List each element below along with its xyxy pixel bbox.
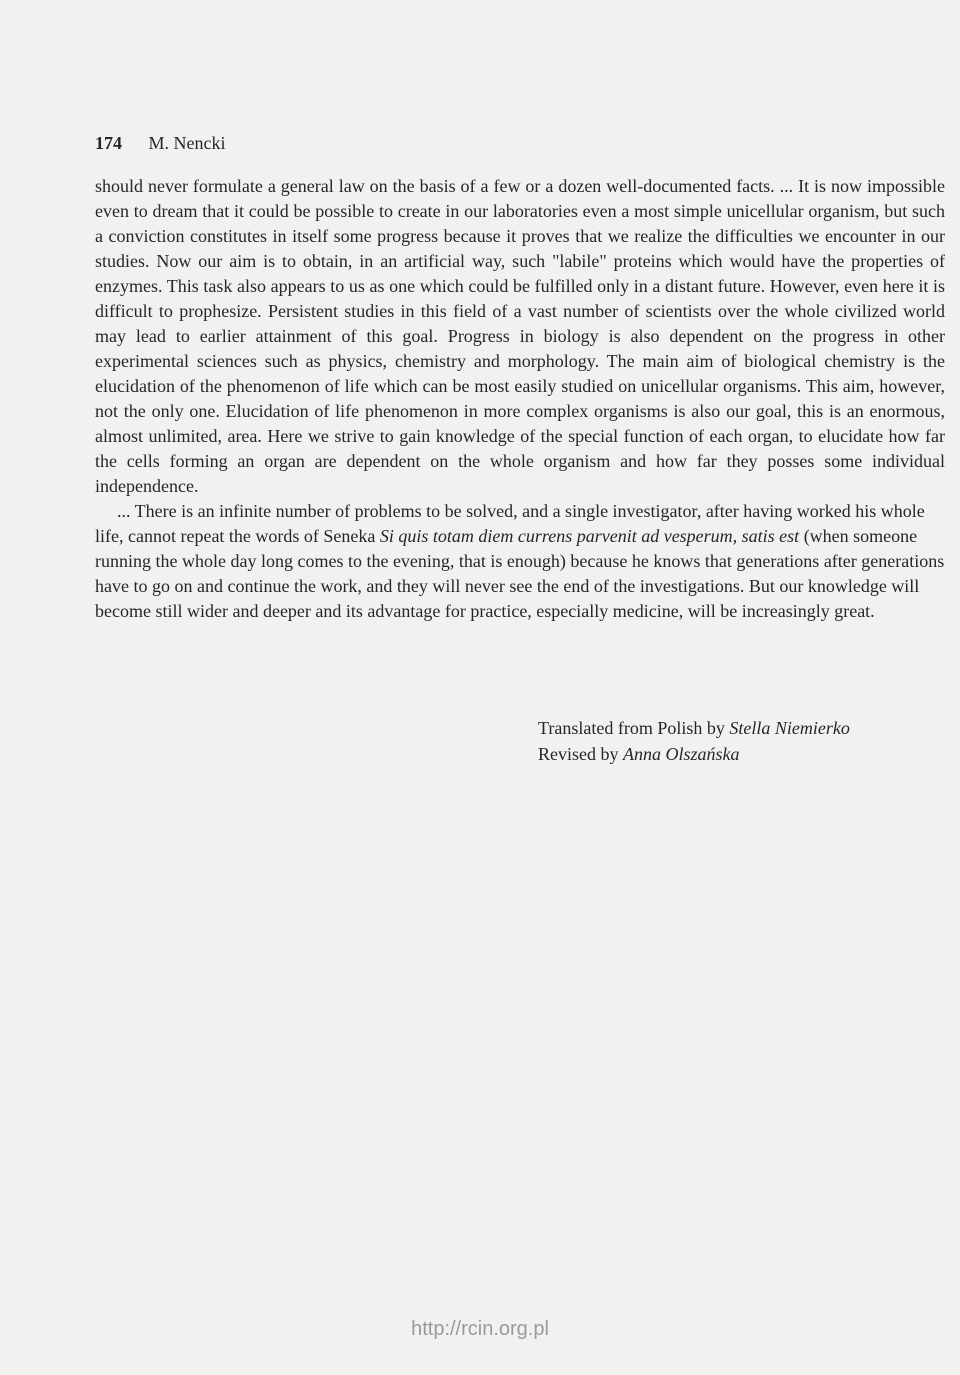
paragraph-1: should never formulate a general law on the basis of a few or a dozen well-documented facts. ... It is now impossible even to dream that it could be possible to create in our laboratories even a most simple unicellular organism, but such a conviction constitutes in itself some progress because it proves that we realize the difficulties we encounter in our studies. Now our aim is to obtain, in an artificial way, such "labile" proteins which would have the properties of enzymes. This task also appears to us as one which could be fulfilled only in a distant future. However, even here it is difficult to prophesize. Persistent studies in this field of a vast number of scientists over the whole civilized world may lead to earlier attainment of this goal. Progress in biology is also dependent on the progress in other experimental sciences such as physics, chemistry and morphology. The main aim of biological chemistry is the elucidation of the phenomenon of life which can be most easily studied on unicellular organisms. This aim, however, not the only one. Elucidation of life phenomenon in more complex organisms is also our goal, this is an enormous, almost unlimited, area. Here we strive to gain knowledge of the special function of each organ, to elucidate how far the cells forming an organ are dependent on the whole organism and how far they posses some individual independence. bbox=[95, 176, 945, 496]
reviser-name: Anna Olszańska bbox=[623, 744, 740, 764]
paragraph-2-end: (when someone running the whole day long comes to the evening, that is enough) because he knows that generations after generations have to go on and continue the work, and they will never see the end of the investigations. But our knowledge will become still wider and deeper and its advantage for practice, especially medicine, will be increasingly great. bbox=[95, 526, 945, 621]
paragraph-2-start: ... There is an infinite number of problems to be solved, and a single investigator, after having worked his whole life, cannot repeat the words of Seneka bbox=[95, 501, 925, 546]
translated-prefix: Translated from Polish by bbox=[538, 718, 730, 738]
paragraph-2 bbox=[95, 499, 945, 624]
body-text bbox=[95, 174, 945, 624]
revised-by-line bbox=[538, 741, 850, 767]
translated-by-line bbox=[538, 715, 850, 741]
translation-credits bbox=[538, 715, 850, 767]
page-number: 174 bbox=[95, 133, 122, 153]
footer-url: http://rcin.org.pl bbox=[411, 1318, 549, 1340]
latin-quote: Si quis totam diem currens parvenit ad vesperum, satis est bbox=[379, 526, 800, 546]
running-title: M. Nencki bbox=[148, 133, 226, 153]
running-header bbox=[95, 131, 225, 155]
translator-name: Stella Niemierko bbox=[729, 718, 850, 738]
revised-prefix: Revised by bbox=[538, 744, 623, 764]
